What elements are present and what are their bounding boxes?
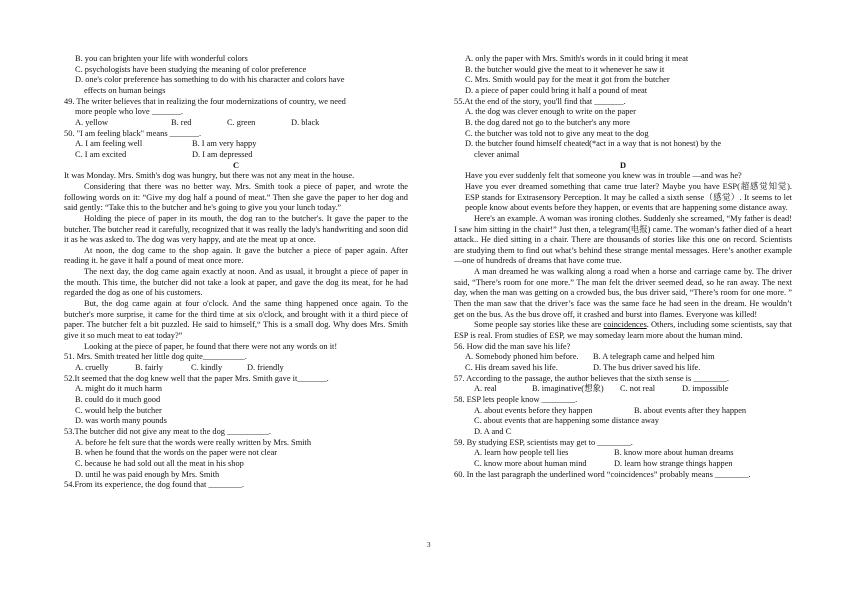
section-d-heading: D <box>619 160 627 170</box>
q56-option-c: C. His dream saved his life. <box>465 363 558 373</box>
passage-d-text: . Others, including some scientists, say that ESP is real. From studies of ESP, we may someday learn more about the human mind. <box>454 320 792 341</box>
passage-d-paragraph: Here's an example. A woman was ironing clothes. Suddenly she screamed, “My father is dead! I saw him sitting in the chair!” Just then, a telegram(电报) came. The woman’s father died of a heart attack.. He died sitting in a chair. There are thousands of stories like this one on record. Scientists are studying them to find out what’s behind these strange mental messages. Here’s another example —one of hundreds of dreams that have come true. <box>454 213 792 266</box>
q50-options-row1 <box>64 139 408 150</box>
q52-option-a: A. might do it much harm <box>75 384 162 394</box>
underlined-word-coincidences: coincidences <box>603 320 647 330</box>
q58-option-b: B. about events after they happen <box>634 405 747 415</box>
q58-option-a: A. about events before they happen <box>474 405 593 415</box>
q55-option-c: C. the butcher was told not to give any meat to the dog <box>465 128 649 138</box>
q59-options-row2 <box>454 459 792 470</box>
left-column <box>64 54 408 491</box>
q56-option-b: B. A telegraph came and helped him <box>593 352 715 362</box>
q57-options <box>454 384 792 395</box>
q48-option-c: C. psychologists have been studying the meaning of color preference <box>75 64 307 74</box>
q49-option-d: D. black <box>291 117 320 127</box>
passage-c-paragraph: At noon, the dog came to the shop again. It gave the butcher a piece of paper again. After reading it. he gave it half a pound of meat once more. <box>64 245 408 266</box>
q49-stem-cont: more people who love _______. <box>75 107 184 117</box>
passage-c-paragraph: Looking at the piece of paper, he found that there were not any words on it! <box>84 341 338 351</box>
passage-c-paragraph: But, the dog came again at four o'clock. And the same thing happened once again. To the butcher's more surprise, it came for the third time at six o'clock, and brought with it a third piece of paper. The butcher felt a bit puzzled. He said to himself,“ This is a small dog. Why does Mrs. Smith give it so much meat to eat today?” <box>64 299 408 341</box>
q52-option-b: B. could do it much good <box>75 395 161 404</box>
q51-option-d: D. friendly <box>247 363 284 373</box>
q53-option-d: D. until he was paid enough by Mrs. Smith <box>75 469 220 479</box>
passage-c-paragraph: Considering that there was no better way. Mrs. Smith took a piece of paper, and wrote the following words on it: “Give my dog half a pound of meat.” Then she gave the paper to her dog and said gently: “Take this to the butcher and he's going to give you your lunch today.” <box>64 181 408 213</box>
q49-option-a: A. yellow <box>75 117 109 127</box>
page-number: 3 <box>427 541 431 549</box>
q51-option-a: A. cruelly <box>75 363 109 373</box>
q55-option-d-cont: clever animal <box>474 149 520 159</box>
q49-option-b: B. red <box>171 117 192 127</box>
section-c-heading: C <box>232 160 240 170</box>
q52-option-c: C. would help the butcher <box>75 405 162 415</box>
q50-options-row2 <box>64 150 408 161</box>
passage-d-text: Some people say stories like these are <box>474 320 604 330</box>
q57-stem: 57. According to the passage, the author believes that the sixth sense is ________. <box>454 373 729 383</box>
passage-d-paragraph-5 <box>454 320 792 341</box>
q54-option-a: A. only the paper with Mrs. Smith's words in it could bring it meat <box>465 54 689 63</box>
q59-option-c: C. know more about human mind <box>474 458 587 468</box>
q56-options-row2 <box>454 363 792 374</box>
q54-option-c: C. Mrs. Smith would pay for the meat it got from the butcher <box>465 75 670 85</box>
q59-stem: 59. By studying ESP, scientists may get to ________. <box>454 437 633 447</box>
q57-option-c: C. not real <box>620 384 656 394</box>
q50-stem: 50. "I am feeling black" means _______. <box>64 128 202 138</box>
q55-stem: 55.At the end of the story, you'll find that _______. <box>454 96 626 106</box>
q59-options-row1 <box>454 448 792 459</box>
q49-option-c: C. green <box>227 117 256 127</box>
q48-option-d-cont: effects on human beings <box>84 85 166 95</box>
passage-c-paragraph: The next day, the dog came again exactly at noon. And as usual, it brought a piece of paper in the mouth. This time, the butcher did not take a look at paper, and gave the dog its meat, for he had regarded the dog as one of his customers. <box>64 267 408 298</box>
q55-option-d: D. the butcher found himself cheated(*act in a way that is not honest) by the <box>465 139 722 149</box>
q59-option-a: A. learn how people tell lies <box>474 448 569 458</box>
q60-stem: 60. In the last paragraph the underlined word “coincidences” probably means ________. <box>454 469 751 479</box>
q51-stem: 51. Mrs. Smith treated her little dog quite__________. <box>64 352 247 362</box>
q57-option-a: A. real <box>474 384 497 394</box>
q49-options <box>64 118 408 129</box>
q52-option-d: D. was worth many pounds <box>75 416 167 426</box>
q54-stem: 54.From its experience, the dog found that ________. <box>64 480 245 490</box>
q56-options-row1 <box>454 352 792 363</box>
q51-option-b: B. fairly <box>135 363 163 373</box>
q50-option-a: A. I am feeling well <box>75 139 143 149</box>
q51-options <box>64 363 408 374</box>
passage-c-paragraph: It was Monday. Mrs. Smith's dog was hungry, but there was not any meat in the house. <box>64 171 355 181</box>
q59-option-d: D. learn how strange things happen <box>614 458 733 468</box>
right-column <box>454 54 792 480</box>
q53-stem: 53.The butcher did not give any meat to the dog __________. <box>64 426 272 436</box>
q58-option-d: D. A and C <box>474 426 512 436</box>
q55-option-b: B. the dog dared not go to the butcher's any more <box>465 117 631 127</box>
q57-option-b: B. imaginative(想象) <box>532 384 604 394</box>
q50-option-c: C. I am excited <box>75 149 127 159</box>
q58-option-c: C. about events that are happening some distance away <box>474 416 659 426</box>
passage-d-paragraph: A man dreamed he was walking along a road when a horse and carriage came by. The driver said, “There’s room for one more.” The man felt the driver seemed dead, so he ran away. The next day, when the man was getting on a crowded bus, the bus driver said, “There’s room for one more. ” Then the man saw that the driver’s face was the same face he had seen in the dream. He wouldn’t get on the bus. As the bus drove off, it crashed and burst into flames. Everyone was killed! <box>454 267 792 319</box>
q49-stem: 49. The writer believes that in realizing the four modernizations of country, we need <box>64 96 346 106</box>
q55-option-a: A. the dog was clever enough to write on the paper <box>465 107 636 117</box>
q57-option-d: D. impossible <box>682 384 729 394</box>
q58-stem: 58. ESP lets people know ________. <box>454 395 578 404</box>
q56-option-a: A. Somebody phoned him before. <box>465 352 579 362</box>
q53-option-b: B. when he found that the words on the paper were not clear <box>75 448 278 458</box>
q56-option-d: D. The bus driver saved his life. <box>593 363 701 373</box>
q50-option-b: B. I am very happy <box>192 139 257 149</box>
q52-stem: 52.It seemed that the dog knew well that the paper Mrs. Smith gave it_______. <box>64 373 329 383</box>
q48-option-b: B. you can brighten your life with wonderful colors <box>75 54 248 63</box>
passage-d-paragraph: Have you ever suddenly felt that someone you knew was in trouble —and was he? <box>465 171 742 181</box>
passage-d-paragraph: Have you ever dreamed something that came true later? Maybe you have ESP(超感觉知觉). ESP stands for Extrasensory Perception. It may be called a sixth sense（感觉）. It seems to let people know about events before they happen, or events that are happening some distance away. <box>465 181 792 213</box>
q54-option-b: B. the butcher would give the meat to it whenever he saw it <box>465 64 665 74</box>
q54-option-d: D. a piece of paper could bring it half a pound of meat <box>465 85 648 95</box>
q59-option-b: B. know more about human dreams <box>614 448 734 458</box>
q48-option-d: D. one's color preference has something to do with his character and colors have <box>75 75 345 85</box>
passage-c-paragraph: Holding the piece of paper in its mouth, the dog ran to the butcher's. It gave the paper to the butcher. The butcher read it carefully, recognized that it was really the lady's handwriting and soon did it as he was asked to. The dog was very happy, and ate the meat up at once. <box>64 213 408 245</box>
q53-option-c: C. because he had sold out all the meat in his shop <box>75 458 244 468</box>
q56-stem: 56. How did the man save his life? <box>454 341 571 351</box>
q58-options-row1 <box>454 406 792 417</box>
q51-option-c: C. kindly <box>191 363 223 373</box>
q53-option-a: A. before he felt sure that the words were really written by Mrs. Smith <box>75 437 312 447</box>
q50-option-d: D. I am depressed <box>192 149 253 159</box>
